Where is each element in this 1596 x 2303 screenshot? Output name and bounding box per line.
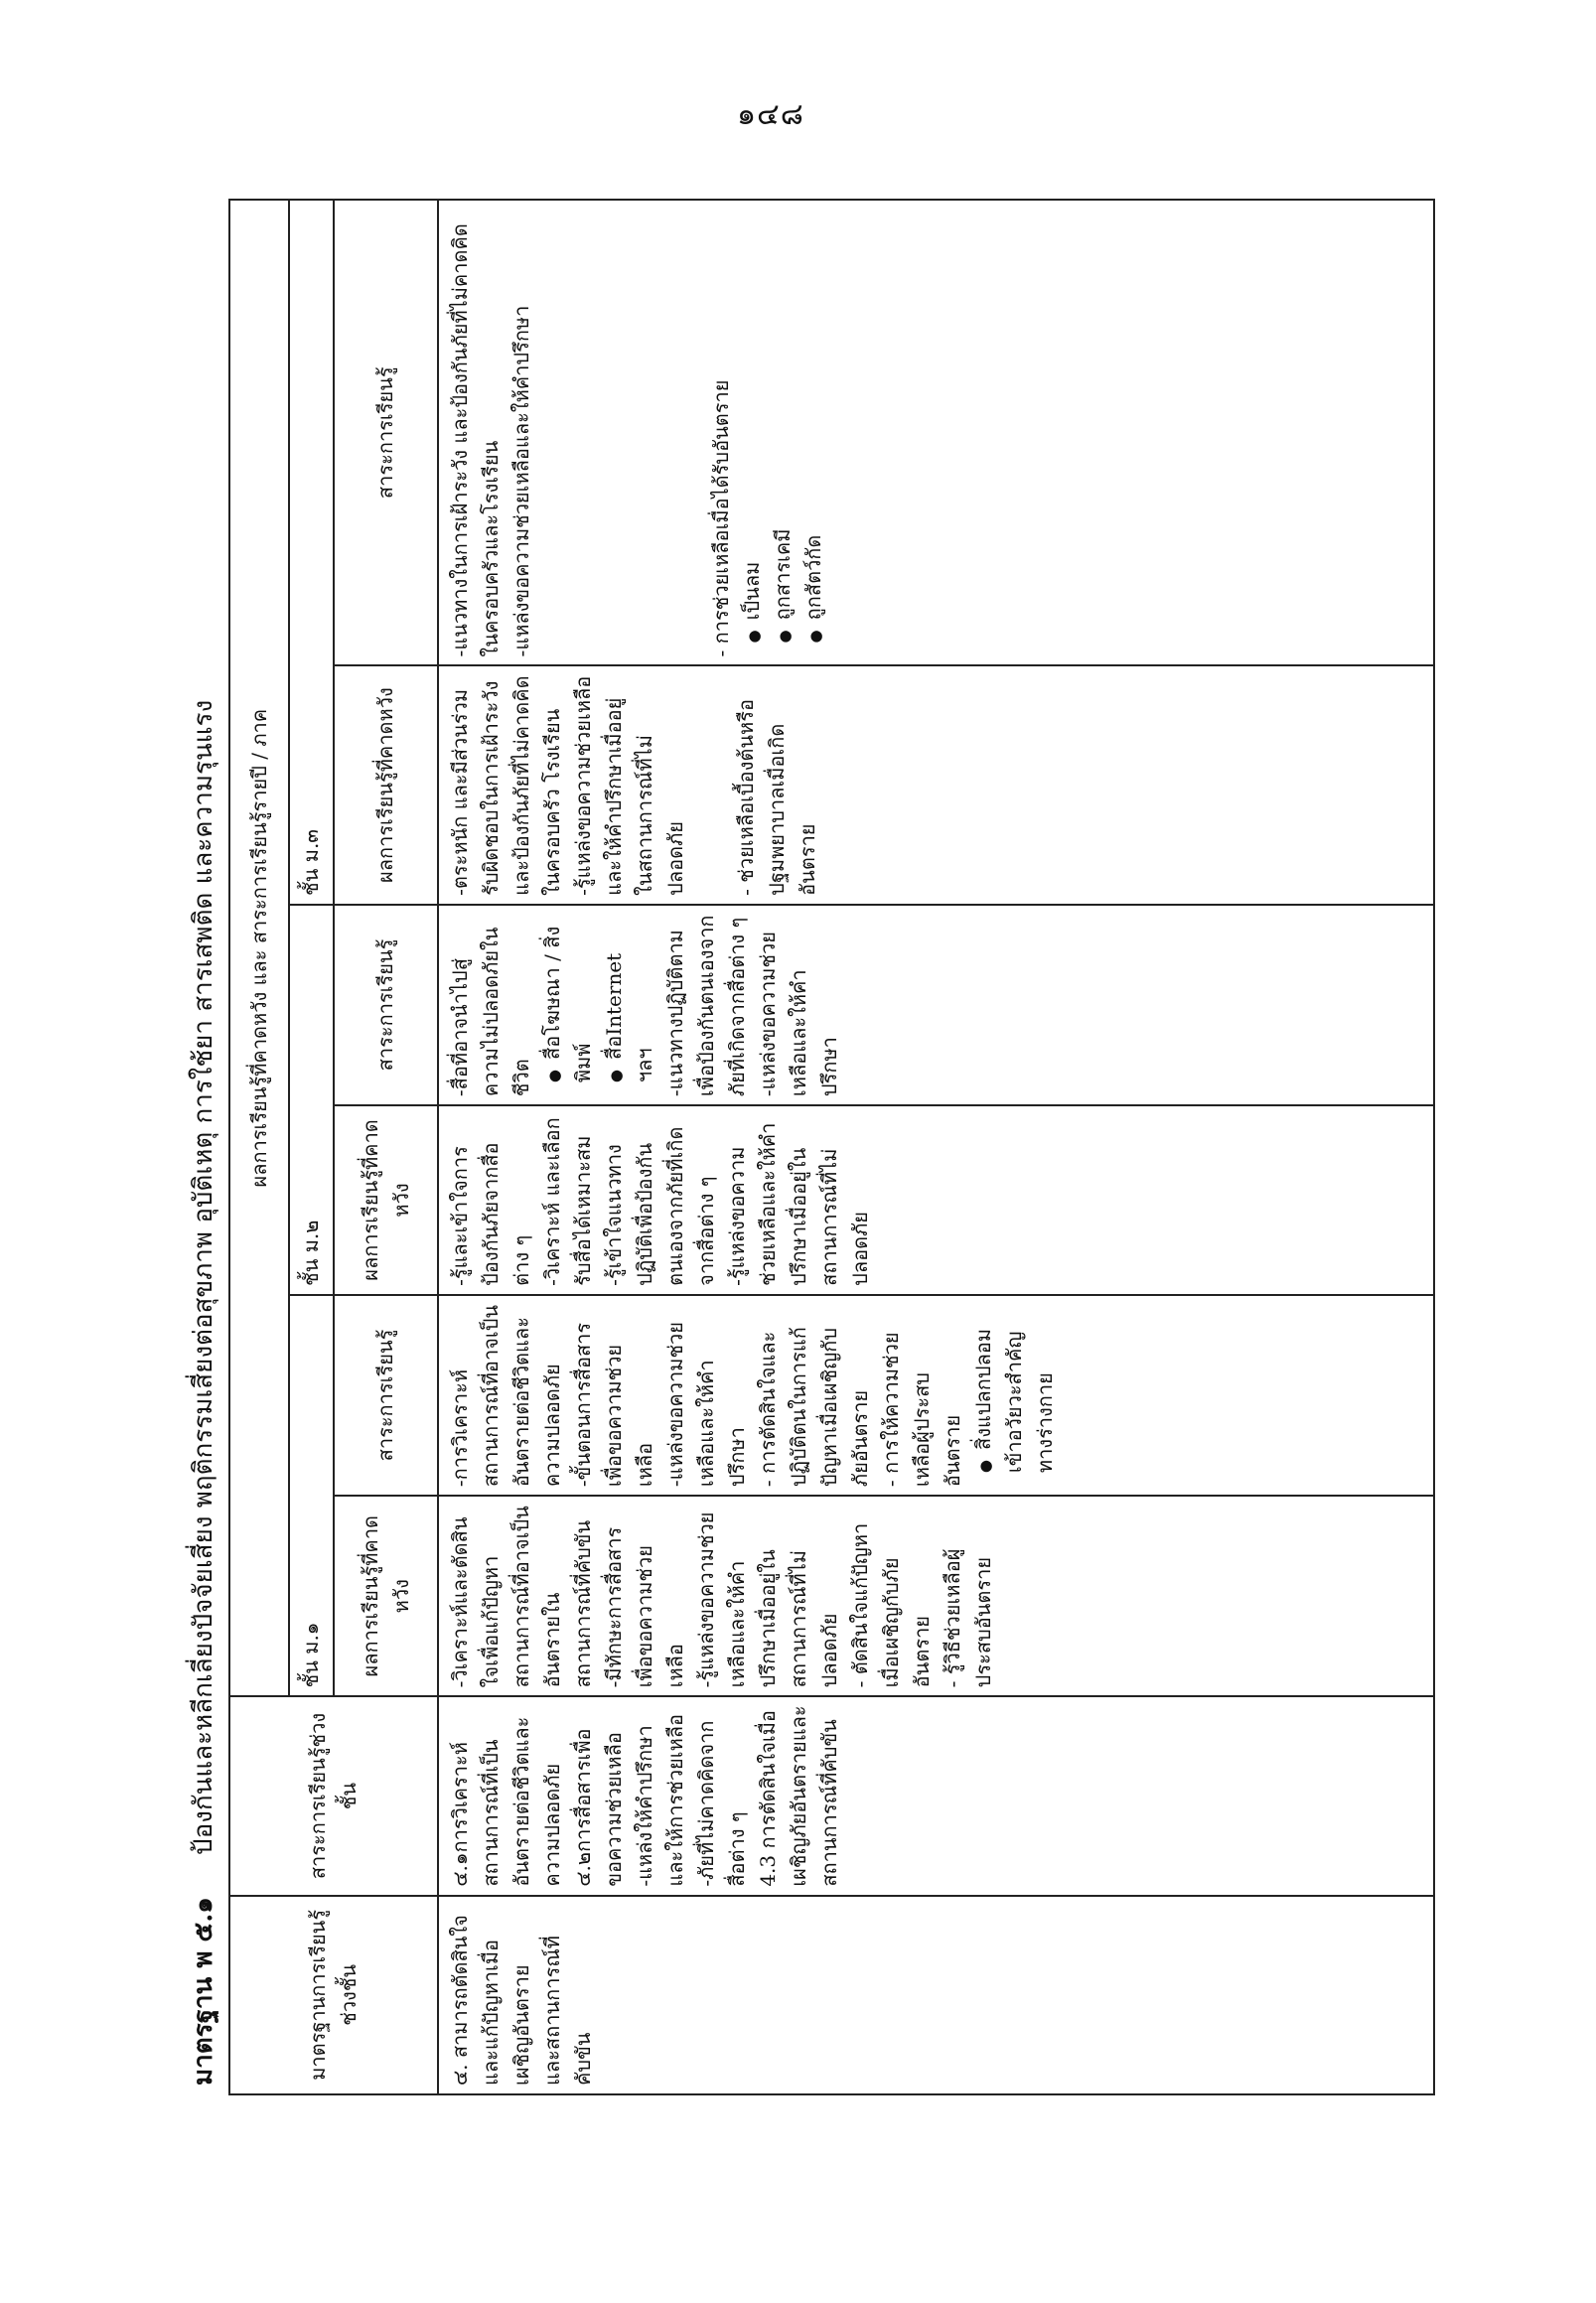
header-g3-outcome: ผลการเรียนรู้ที่คาดหวัง [334, 665, 438, 904]
cell-g2-content [438, 905, 1434, 1105]
header-grade-3: ชั้น ม.๓ [289, 200, 334, 905]
curriculum-table [228, 199, 1435, 2095]
cell-g1-outcome [438, 1496, 1434, 1696]
cell-standard [438, 1896, 1434, 2094]
text-line: - การตัดสินใจและปฏิบัติตนในการแก้ปัญหาเมื่อเผชิญกับภัยอันตราย [756, 1327, 872, 1488]
header-g1-outcome: ผลการเรียนรู้ที่คาดหวัง [334, 1496, 438, 1696]
text-line: -วิเคราะห์ และเลือกรับสื่อได้เหมาะสม [540, 1117, 595, 1286]
cell-g2-outcome [438, 1105, 1434, 1295]
header-group-title: ผลการเรียนรู้ที่คาดหวัง และ สาระการเรียนรู้รายปี / ภาค [229, 200, 289, 1696]
text-line: 4.3 การตัดสินใจเมื่อเผชิญภัยอันตรายและสถานการณ์ที่คับขัน [756, 1705, 841, 1887]
cell-g3-content [438, 200, 1434, 665]
text-line: -แหล่งให้คำปรึกษาและให้การช่วยเหลือ [633, 1713, 687, 1887]
text-line: -รู้แหล่งขอความช่วยเหลือและให้คำปรึกษาเมื่ออยู่ในสถานการณ์ที่ไม่ปลอดภัย [571, 675, 687, 896]
bullet-item: ● ถูกสัตว์กัด [798, 209, 829, 656]
content-row [438, 200, 1434, 2094]
cell-g3-outcome [438, 665, 1434, 904]
text-line: ๔.๒การสื่อสารเพื่อขอความช่วยเหลือ [571, 1728, 626, 1887]
text-line: - การให้ความช่วยเหลือผู้ประสบอันตราย [879, 1332, 964, 1488]
text-line: -แนวทางในการเฝ้าระวัง และป้องกันภัยที่ไม่คาดคิดในครอบครัวและโรงเรียน [448, 223, 503, 657]
text-line: ๔. สามารถตัดสินใจและแก้ปัญหาเมื่อเผชิญอันตราย [448, 1915, 533, 2086]
header-g1-content: สาระการเรียนรู้ [334, 1295, 438, 1496]
text-line: -แหล่งขอความช่วยเหลือและให้คำปรึกษา [756, 931, 841, 1097]
standard-title: ป้องกันและหลีกเลี่ยงปัจจัยเสี่ยง พฤติกรรมเสี่ยงต่อสุขภาพ อุบัติเหตุ การใช้ยา สารเสพติด และความรุนแรง [189, 699, 218, 1855]
text-line: -รู้แหล่งขอความช่วยเหลือและให้คำปรึกษาเมื่ออยู่ในสถานการณ์ที่ไม่ปลอดภัย [725, 1122, 872, 1286]
bullet-item: ● สิ่งแปลกปลอมเข้าอวัยวะสำคัญทางร่างกาย [968, 1304, 1061, 1487]
bullet-item: ● สื่อInternet ฯลฯ [599, 914, 660, 1096]
text-line: -แหล่งขอความช่วยเหลือและให้คำปรึกษา [663, 1322, 749, 1488]
header-content-range: สาระการเรียนรู้ช่วงชั้น [229, 1696, 438, 1895]
header-row-1 [229, 200, 289, 2094]
text-line: -ขั้นตอนการสื่อสารเพื่อขอความช่วยเหลือ [571, 1322, 656, 1488]
text-line: -รู้แหล่งขอความช่วยเหลือและให้คำปรึกษาเมื่ออยู่ในสถานการณ์ที่ไม่ปลอดภัย [694, 1511, 841, 1688]
text-line: -แหล่งขอความช่วยเหลือและให้คำปรึกษา [509, 305, 533, 657]
cell-content-range [438, 1696, 1434, 1895]
cell-g1-content [438, 1295, 1434, 1496]
header-grade-2: ชั้น ม.๒ [289, 905, 334, 1295]
text-line: ๔.๑การวิเคราะห์สถานการณ์ที่เป็นอันตรายต่อชีวิตและความปลอดภัย [448, 1716, 564, 1887]
page-number: ๑๔๘ [737, 97, 804, 132]
text-line: -ภัยที่ไม่คาดคิดจากสื่อต่าง ๆ [694, 1720, 749, 1887]
text-line: -การวิเคราะห์สถานการณ์ที่อาจเป็นอันตรายต่อชีวิตและความปลอดภัย [448, 1304, 564, 1488]
text-line: - ตัดสินใจแก้ปัญหาเมื่อเผชิญกับภัยอันตราย [848, 1522, 934, 1688]
text-line: -รู้เข้าใจแนวทางปฏิบัติเพื่อป้องกันตนเองจากภัยที่เกิดจากสื่อต่าง ๆ [602, 1126, 718, 1286]
bullet-item: ● เป็นลม [737, 209, 768, 656]
header-grade-1: ชั้น ม.๑ [289, 1295, 334, 1696]
text-line: - การช่วยเหลือเมื่อได้รับอันตราย [709, 379, 733, 657]
curriculum-table-wrapper [228, 199, 1435, 2095]
bullet-item: ● ถูกสารเคมี [768, 209, 798, 656]
text-line: -มีทักษะการสื่อสารเพื่อขอความช่วยเหลือ [602, 1526, 687, 1688]
text-line: -รู้และเข้าใจการป้องกันภัยจากสื่อต่าง ๆ [448, 1142, 533, 1286]
standard-label: มาตรฐาน พ ๕.๑ [189, 1897, 218, 2086]
text-line: - รู้วิธีช่วยเหลือผู้ประสบอันตราย [941, 1548, 995, 1688]
text-line: -สื่อที่อาจนำไปสู่ความไม่ปลอดภัยในชีวิต [448, 927, 533, 1097]
standard-heading [174, 99, 233, 2086]
header-g3-content: สาระการเรียนรู้ [334, 200, 438, 665]
header-standard: มาตรฐานการเรียนรู้ช่วงชั้น [229, 1896, 438, 2094]
header-g2-outcome: ผลการเรียนรู้ที่คาดหวัง [334, 1105, 438, 1295]
text-line: -แนวทางปฏิบัติตามเพื่อป้องกันตนเองจากภัยที่เกิดจากสื่อต่าง ๆ [663, 915, 749, 1097]
text-line: - ช่วยเหลือเบื้องต้นหรือปฐมพยาบาลเมื่อเกิดอันตราย [734, 699, 819, 896]
text-line: -วิเคราะห์และตัดสินใจเพื่อแก้ปัญหาสถานการณ์ที่อาจเป็นอันตรายในสถานการณ์ที่คับขัน [448, 1506, 595, 1688]
text-line: -ตระหนัก และมีส่วนร่วมรับผิดชอบในการเฝ้าระวัง และป้องกันภัยที่ไม่คาดคิดในครอบครัว โรงเรียน [448, 675, 564, 896]
bullet-item: ● สื่อโฆษณา / สิ่งพิมพ์ [537, 914, 599, 1096]
header-g2-content: สาระการเรียนรู้ [334, 905, 438, 1105]
text-line: และสถานการณ์ที่คับขัน [540, 1936, 595, 2086]
